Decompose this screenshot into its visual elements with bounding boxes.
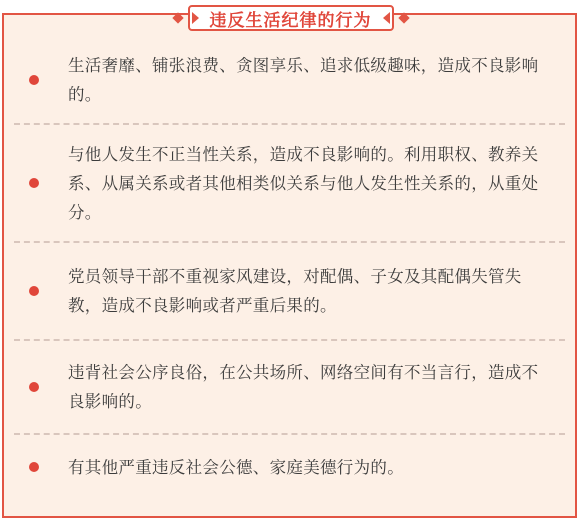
item-text: 违背社会公序良俗，在公共场所、网络空间有不当言行，造成不良影响的。 [68,363,539,411]
bullet-dot-icon [29,286,39,296]
item-text: 有其他严重违反社会公德、家庭美德行为的。 [68,457,404,477]
item-text: 生活奢靡、铺张浪费、贪图享乐、追求低级趣味，造成不良影响的。 [68,56,539,104]
bullet-dot-icon [29,382,39,392]
triangle-left-icon [192,12,199,24]
page-title: 违反生活纪律的行为 [209,10,372,31]
list-item [4,37,575,123]
rules-card [2,13,577,518]
bullet-dot-icon [29,178,39,188]
title-banner [0,4,581,32]
title-pill [188,5,394,31]
diamond-left-icon [172,12,183,23]
list-item [4,125,575,241]
bullet-dot-icon [29,462,39,472]
list-item [4,243,575,339]
list-item [4,435,575,499]
list-item [4,341,575,433]
item-text: 与他人发生不正当性关系，造成不良影响的。利用职权、教养关系、从属关系或者其他相类似关系与他人发生性关系的，从重处分。 [68,144,539,222]
item-text: 党员领导干部不重视家风建设，对配偶、子女及其配偶失管失教，造成不良影响或者严重后果的。 [68,267,522,315]
triangle-right-icon [383,12,390,24]
diamond-right-icon [398,12,409,23]
item-list [4,37,575,499]
bullet-dot-icon [29,75,39,85]
